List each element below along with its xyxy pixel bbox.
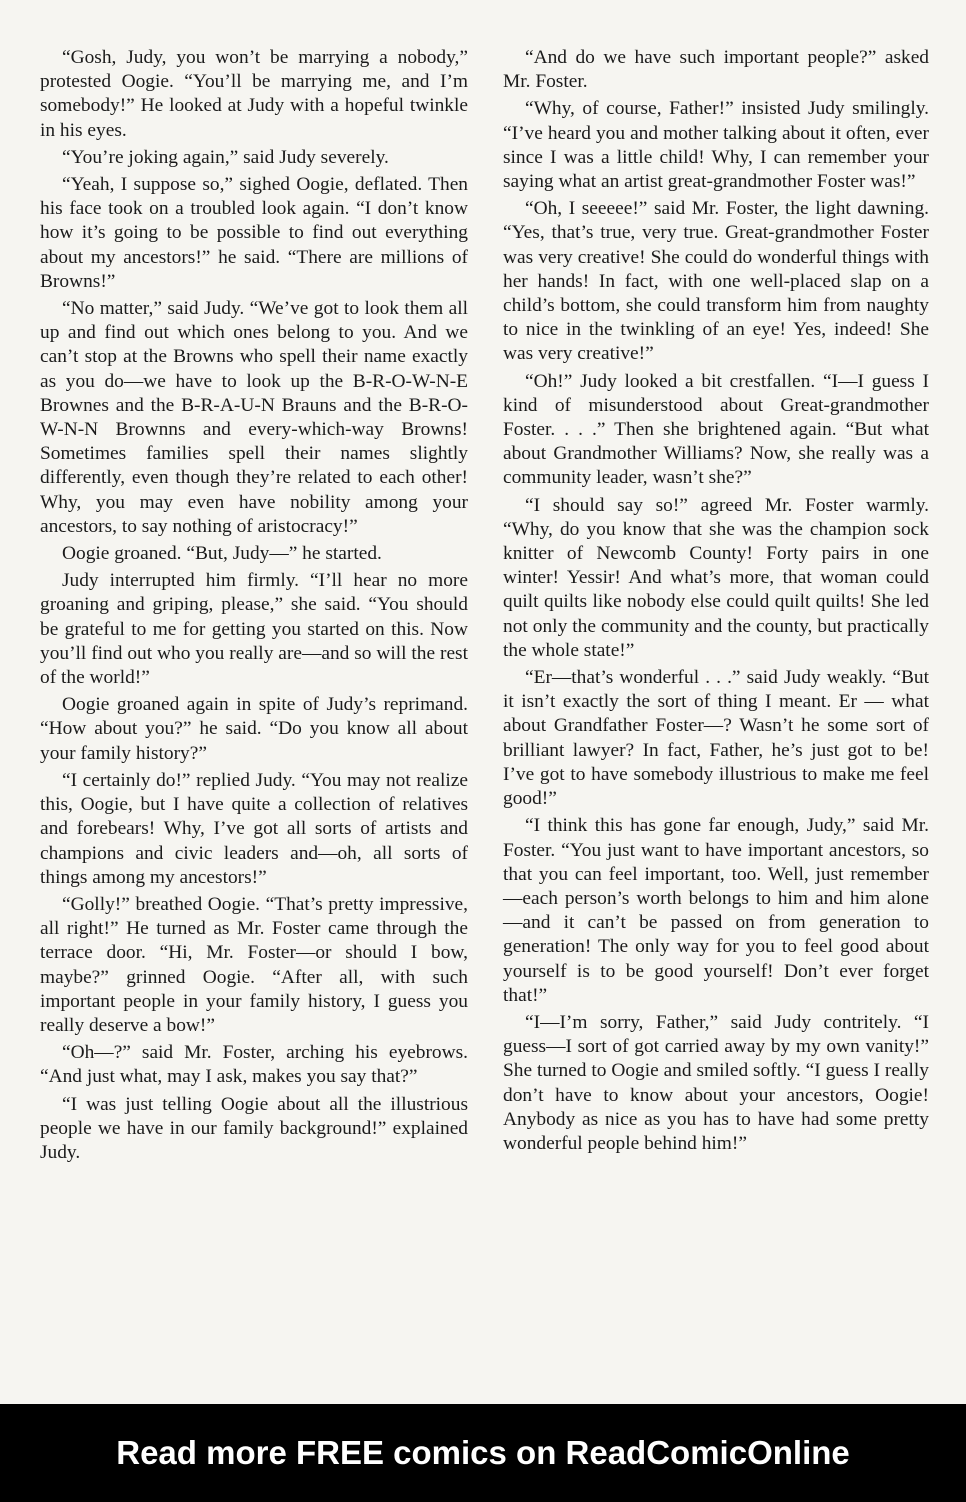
paragraph: “No matter,” said Judy. “We’ve got to look them all up and find out which ones belong to you. And we can’t stop at the Browns who spell their name exactly as you do—we have to look up the B-R-O-W-N-E Brownes and the B-R-A-U-N Brauns and the B-R-O-W-N-N Brownns and every-which-way Browns! Sometimes families spell their names slightly differently, even though they’re related to each other! Why, you may even have nobility among your ancestors, to say nothing of aristocracy!” <box>40 298 468 537</box>
promo-banner[interactable] <box>0 1404 966 1502</box>
paragraph: “I certainly do!” replied Judy. “You may not realize this, Oogie, but I have quite a collection of relatives and forebears! Why, I’ve got all sorts of artists and champions and civic leaders and—oh, all sorts of things among my ancestors!” <box>40 769 468 888</box>
paragraph: “Why, of course, Father!” insisted Judy smilingly. “I’ve heard you and mother talking about it often, ever since I was a little child! Why, I can remember your saying what an artist great-grandmother Foster was!” <box>503 98 929 193</box>
paragraph: “I think this has gone far enough, Judy,” said Mr. Foster. “You just want to have important ancestors, so that you can feel important, too. Well, just remember—each person’s worth belongs to him and him alone—and it can’t be passed on from generation to generation! The only way for you to feel good about yourself is to be good yourself! Don’t ever forget that!” <box>503 815 929 1006</box>
paragraph: “You’re joking again,” said Judy severely. <box>62 146 389 168</box>
paragraph: “Gosh, Judy, you won’t be marrying a nobody,” protested Oogie. “You’ll be marrying me, and I’m somebody!” He looked at Judy with a hopeful twinkle in his eyes. <box>40 47 468 141</box>
paragraph: “I was just telling Oogie about all the illustrious people we have in our family background!” explained Judy. <box>40 1093 468 1163</box>
paragraph: “I should say so!” agreed Mr. Foster warmly. “Why, do you know that she was the champion sock knitter of Newcomb County! Forty pairs in one winter! Yessir! And what’s more, that woman could quilt quilts like nobody else could quilt quilts! She led not only the community and the county, but practically the whole state!” <box>503 494 929 661</box>
paragraph: “Yeah, I suppose so,” sighed Oogie, deflated. Then his face took on a troubled look again. “I don’t know how it’s going to be possible to find out everything about my ancestors!” he said. “There are millions of Browns!” <box>40 174 468 292</box>
paragraph: “I—I’m sorry, Father,” said Judy contritely. “I guess—I sort of got carried away by my own vanity!” She turned to Oogie and smiled softly. “I guess I really don’t have to know about your ancestors, Oogie! Anybody as nice as you has to have had some pretty wonderful people behind him!” <box>503 1011 929 1154</box>
left-text-column <box>40 46 468 1168</box>
paragraph: Oogie groaned. “But, Judy—” he started. <box>62 543 382 565</box>
right-text-column <box>503 46 929 1159</box>
promo-banner-text[interactable]: Read more FREE comics on ReadComicOnline <box>116 1434 850 1471</box>
paragraph: “Oh, I seeeee!” said Mr. Foster, the light dawning. “Yes, that’s true, very true. Great-grandmother Foster was very creative! She could do wonderful things with her hands! In fact, with one well-placed slap on a child’s bottom, she could transform him from naughty to nice in the twinkling of an eye! Yes, indeed! She was very creative!” <box>503 198 929 365</box>
paragraph: “Oh—?” said Mr. Foster, arching his eyebrows. “And just what, may I ask, makes you say that?” <box>40 1042 468 1088</box>
paragraph: “Oh!” Judy looked a bit crestfallen. “I—I guess I kind of misunderstood about Great-grandmother Foster. . . .” Then she brightened again. “But what about Grandmother Williams? Now, she really was a community leader, wasn’t she?” <box>503 370 929 489</box>
paragraph: Oogie groaned again in spite of Judy’s reprimand. “How about you?” he said. “Do you know all about your family history?” <box>40 694 468 764</box>
paragraph: Judy interrupted him firmly. “I’ll hear no more groaning and griping, please,” she said. “You should be grateful to me for getting you started on this. Now you’ll find out who you really are—and so will the rest of the world!” <box>40 570 468 689</box>
paragraph: “Golly!” breathed Oogie. “That’s pretty impressive, all right!” He turned as Mr. Foster came through the terrace door. “Hi, Mr. Foster—or should I bow, maybe?” grinned Oogie. “After all, with such important people in your family history, I guess you really deserve a bow!” <box>40 893 468 1036</box>
paragraph: “Er—that’s wonderful . . .” said Judy weakly. “But it isn’t exactly the sort of thing I meant. Er — what about Grandfather Foster—? Wasn’t he some sort of brilliant lawyer? In fact, Father, he’s just got to be! I’ve got to have somebody illustrious to make me feel good!” <box>503 667 929 810</box>
paragraph: “And do we have such important people?” asked Mr. Foster. <box>503 47 929 93</box>
